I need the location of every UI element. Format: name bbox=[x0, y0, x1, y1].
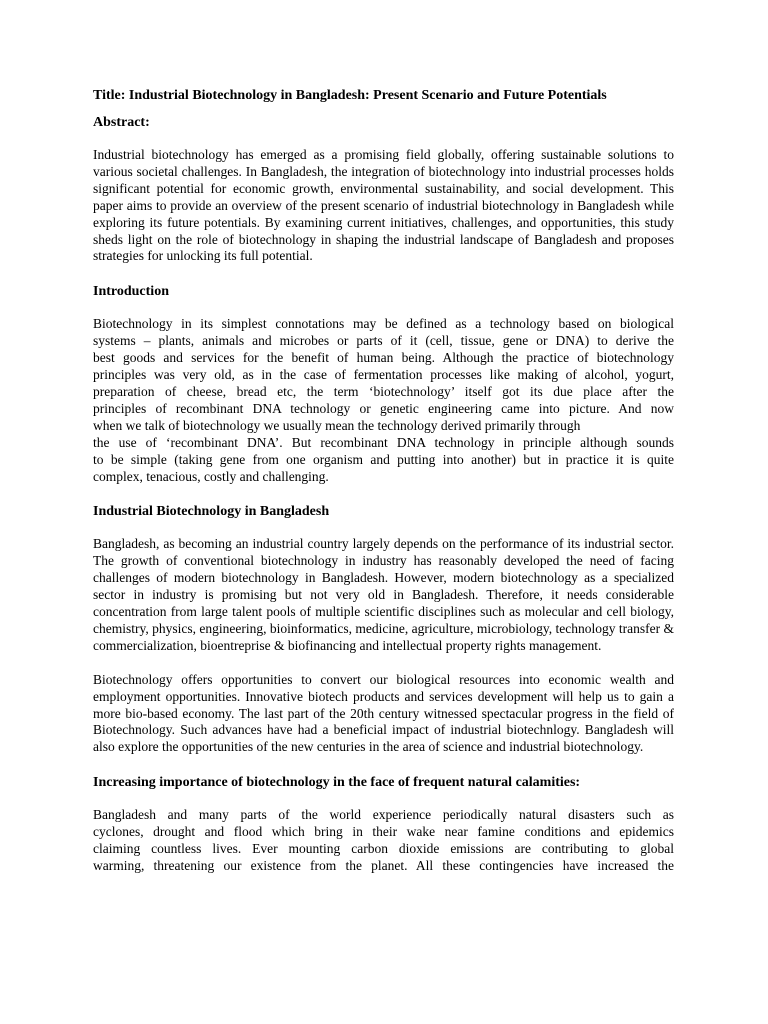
introduction-line: principles was very old, as in the case of fermentation processes like making of alcohol, yogurt, bbox=[93, 367, 674, 383]
introduction-line: principles of recombinant DNA technology or genetic engineering came into picture. And now bbox=[93, 400, 674, 416]
introduction-line: Biotechnology in its simplest connotations may be defined as a technology based on biological bbox=[93, 316, 674, 332]
industrial-biotech-heading: Industrial Biotechnology in Bangladesh bbox=[93, 504, 330, 520]
natural-calamities-heading: Increasing importance of biotechnology in the face of frequent natural calamities: bbox=[93, 775, 581, 791]
calamities-line: cyclones, drought and flood which bring in their wake near famine conditions and epidemics bbox=[93, 824, 674, 840]
introduction-line: when we talk of biotechnology we usually mean the technology derived primarily through bbox=[93, 417, 581, 433]
introduction-heading: Introduction bbox=[93, 284, 169, 300]
industrial-biotech-paragraph-1: Bangladesh, as becoming an industrial country largely depends on the performance of its industrial sector. The growth of conventional biotechnology in industry has reasonably developed the need of facing challenges of modern biotechnology in Bangladesh. However, modern biotechnology as a specialized sector in industry is promising but not very old in Bangladesh. Therefore, it needs considerable concentration from large talent pools of multiple scientific disciplines such as molecular and cell biology, chemistry, physics, engineering, bioinformatics, medicine, agriculture, microbiology, technology transfer & commercialization, bioentreprise & biofinancing and intellectual property rights management. bbox=[93, 536, 674, 653]
calamities-line: warming, threatening our existence from the planet. All these contingencies have increased the bbox=[93, 858, 674, 873]
document-body bbox=[93, 86, 674, 892]
introduction-line: best goods and services for the benefit of human being. Although the practice of biotechnology bbox=[93, 350, 674, 366]
natural-calamities-paragraph bbox=[93, 807, 674, 875]
introduction-paragraph bbox=[93, 316, 674, 485]
industrial-biotech-paragraph-2: Biotechnology offers opportunities to convert our biological resources into economic wealth and employment opportunities. Innovative biotech products and services development will help us to gain a more bio-based economy. The last part of the 20th century witnessed spectacular progress in the field of Biotechnology. Such advances have had a beneficial impact of industrial biotechnlogy. Bangladesh will also explore the opportunities of the new centuries in the area of science and industrial biotechnology. bbox=[93, 671, 674, 755]
introduction-line: the use of ‘recombinant DNA’. But recombinant DNA technology in principle although sounds bbox=[93, 434, 674, 450]
calamities-line: claiming countless lives. Ever mounting carbon dioxide emissions are contributing to global bbox=[93, 841, 674, 857]
introduction-line: complex, tenacious, costly and challenging. bbox=[93, 468, 329, 484]
introduction-line: systems – plants, animals and microbes or parts of it (cell, tissue, gene or DNA) to derive the bbox=[93, 333, 674, 349]
introduction-line: preparation of cheese, bread etc, the term ‘biotechnology’ itself got its due place after the bbox=[93, 383, 674, 399]
introduction-line: to be simple (taking gene from one organism and putting into another) but in practice it is quite bbox=[93, 451, 674, 467]
abstract-paragraph: Industrial biotechnology has emerged as a promising field globally, offering sustainable solutions to various societal challenges. In Bangladesh, the integration of biotechnology into industrial processes holds significant potential for economic growth, environmental sustainability, and social development. This paper aims to provide an overview of the present scenario of industrial biotechnology in Bangladesh while exploring its future potentials. By examining current initiatives, challenges, and opportunities, this study sheds light on the role of biotechnology in shaping the industrial landscape of Bangladesh and proposes strategies for unlocking its full potential. bbox=[93, 147, 674, 264]
calamities-line: Bangladesh and many parts of the world experience periodically natural disasters such as bbox=[93, 807, 674, 823]
document-title: Title: Industrial Biotechnology in Bangladesh: Present Scenario and Future Potentials bbox=[93, 88, 607, 103]
abstract-heading: Abstract: bbox=[93, 115, 150, 130]
